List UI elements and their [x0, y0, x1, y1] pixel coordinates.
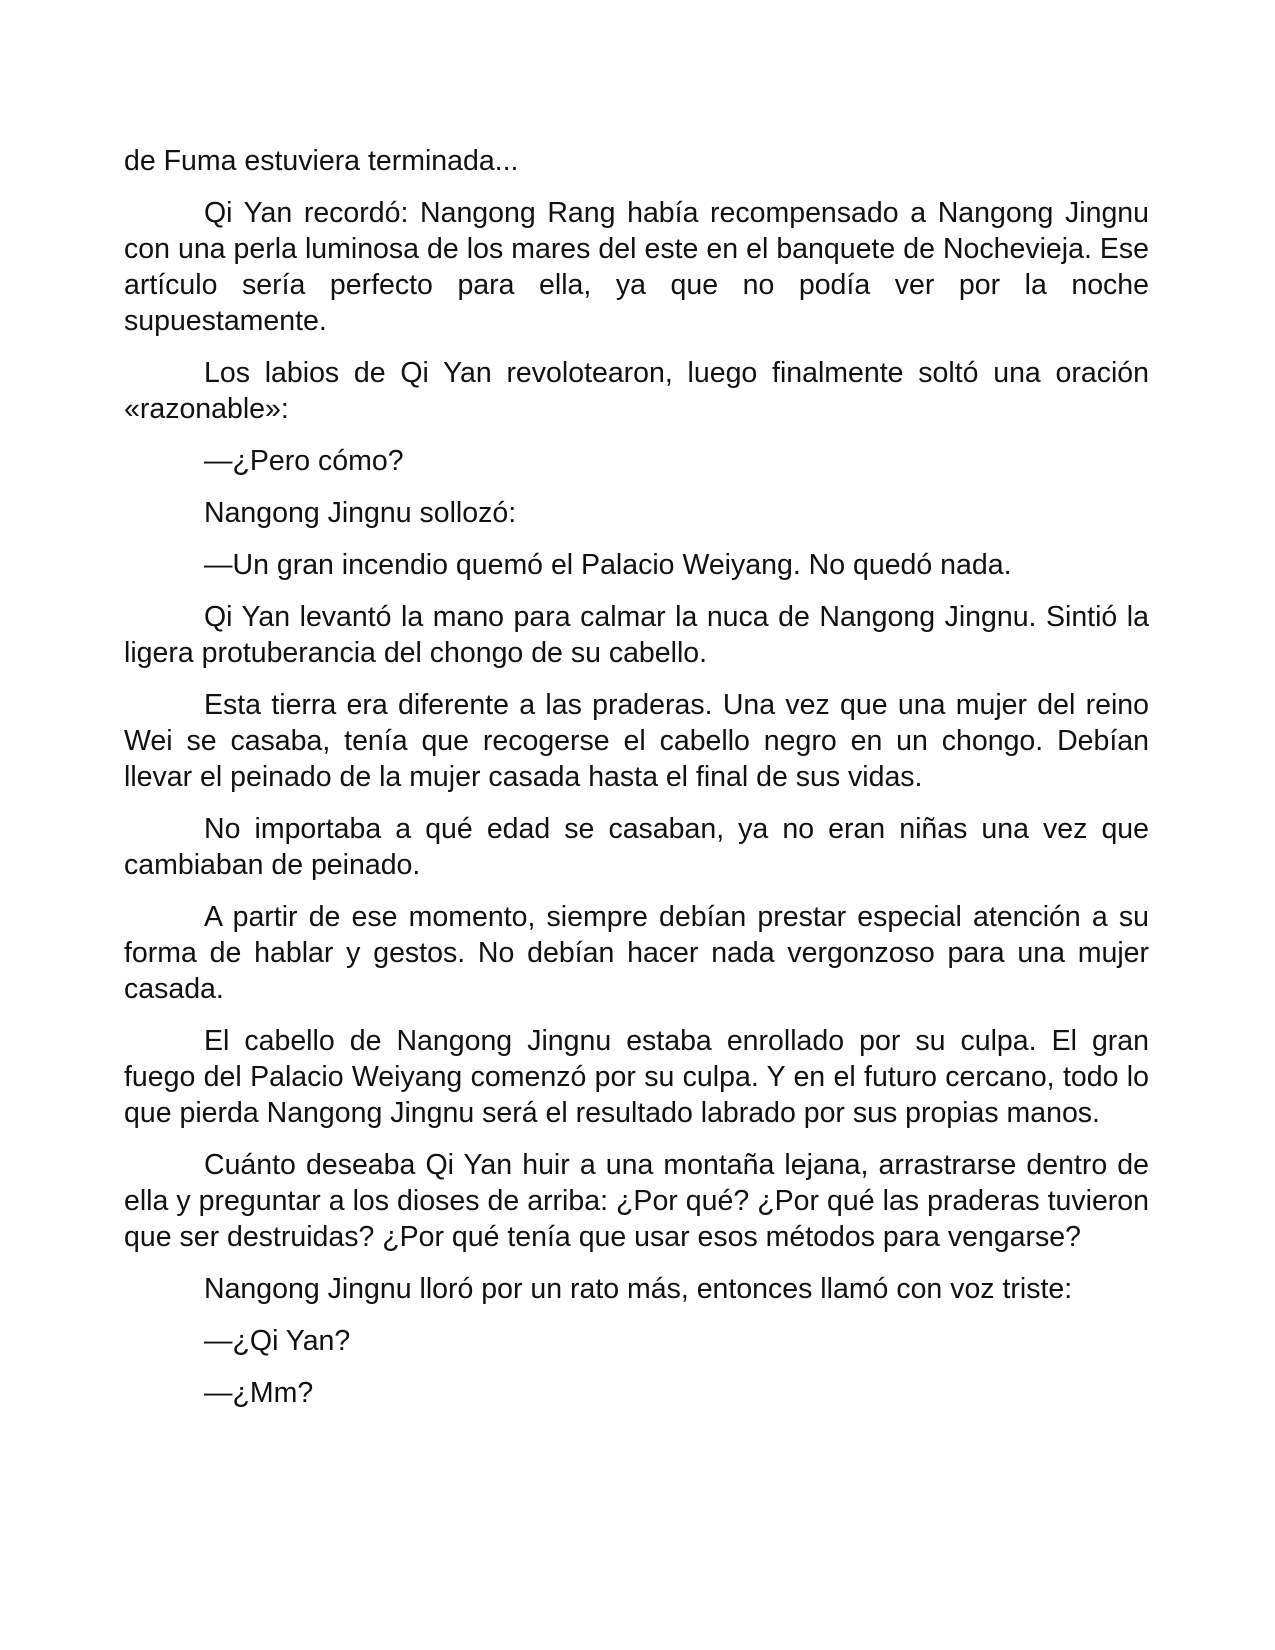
paragraph: Esta tierra era diferente a las praderas. Una vez que una mujer del reino Wei se casaba, tenía que recogerse el cabello negro en un chongo. Debían llevar el peinado de la mujer casada hasta el final de sus vidas. [124, 689, 1149, 793]
dialogue-line: —¿Pero cómo? [204, 445, 404, 477]
paragraph: Qi Yan levantó la mano para calmar la nuca de Nangong Jingnu. Sintió la ligera protuberancia del chongo de su cabello. [124, 601, 1149, 669]
paragraph: Qi Yan recordó: Nangong Rang había recompensado a Nangong Jingnu con una perla luminosa de los mares del este en el banquete de Nochevieja. Ese artículo sería perfecto para ella, ya que no podía ver por la noche supuestamente. [124, 197, 1149, 337]
paragraph: Nangong Jingnu sollozó: [204, 497, 517, 529]
paragraph: El cabello de Nangong Jingnu estaba enrollado por su culpa. El gran fuego del Palacio Weiyang comenzó por su culpa. Y en el futuro cercano, todo lo que pierda Nangong Jingnu será el resultado labrado por sus propias manos. [124, 1025, 1149, 1129]
paragraph: Nangong Jingnu lloró por un rato más, entonces llamó con voz triste: [204, 1273, 1073, 1305]
paragraph-continued: de Fuma estuviera terminada... [124, 145, 519, 177]
document-page [124, 143, 1149, 1427]
paragraph: Cuánto deseaba Qi Yan huir a una montaña lejana, arrastrarse dentro de ella y preguntar a los dioses de arriba: ¿Por qué? ¿Por qué las praderas tuvieron que ser destruidas? ¿Por qué tenía que usar esos métodos para vengarse? [124, 1149, 1149, 1253]
dialogue-line: —¿Qi Yan? [204, 1325, 351, 1357]
dialogue-line: —¿Mm? [204, 1377, 314, 1409]
paragraph: A partir de ese momento, siempre debían prestar especial atención a su forma de hablar y gestos. No debían hacer nada vergonzoso para una mujer casada. [124, 901, 1149, 1005]
paragraph: No importaba a qué edad se casaban, ya no eran niñas una vez que cambiaban de peinado. [124, 813, 1149, 881]
dialogue-line: —Un gran incendio quemó el Palacio Weiyang. No quedó nada. [204, 549, 1012, 581]
paragraph: Los labios de Qi Yan revolotearon, luego finalmente soltó una oración «razonable»: [124, 357, 1149, 425]
